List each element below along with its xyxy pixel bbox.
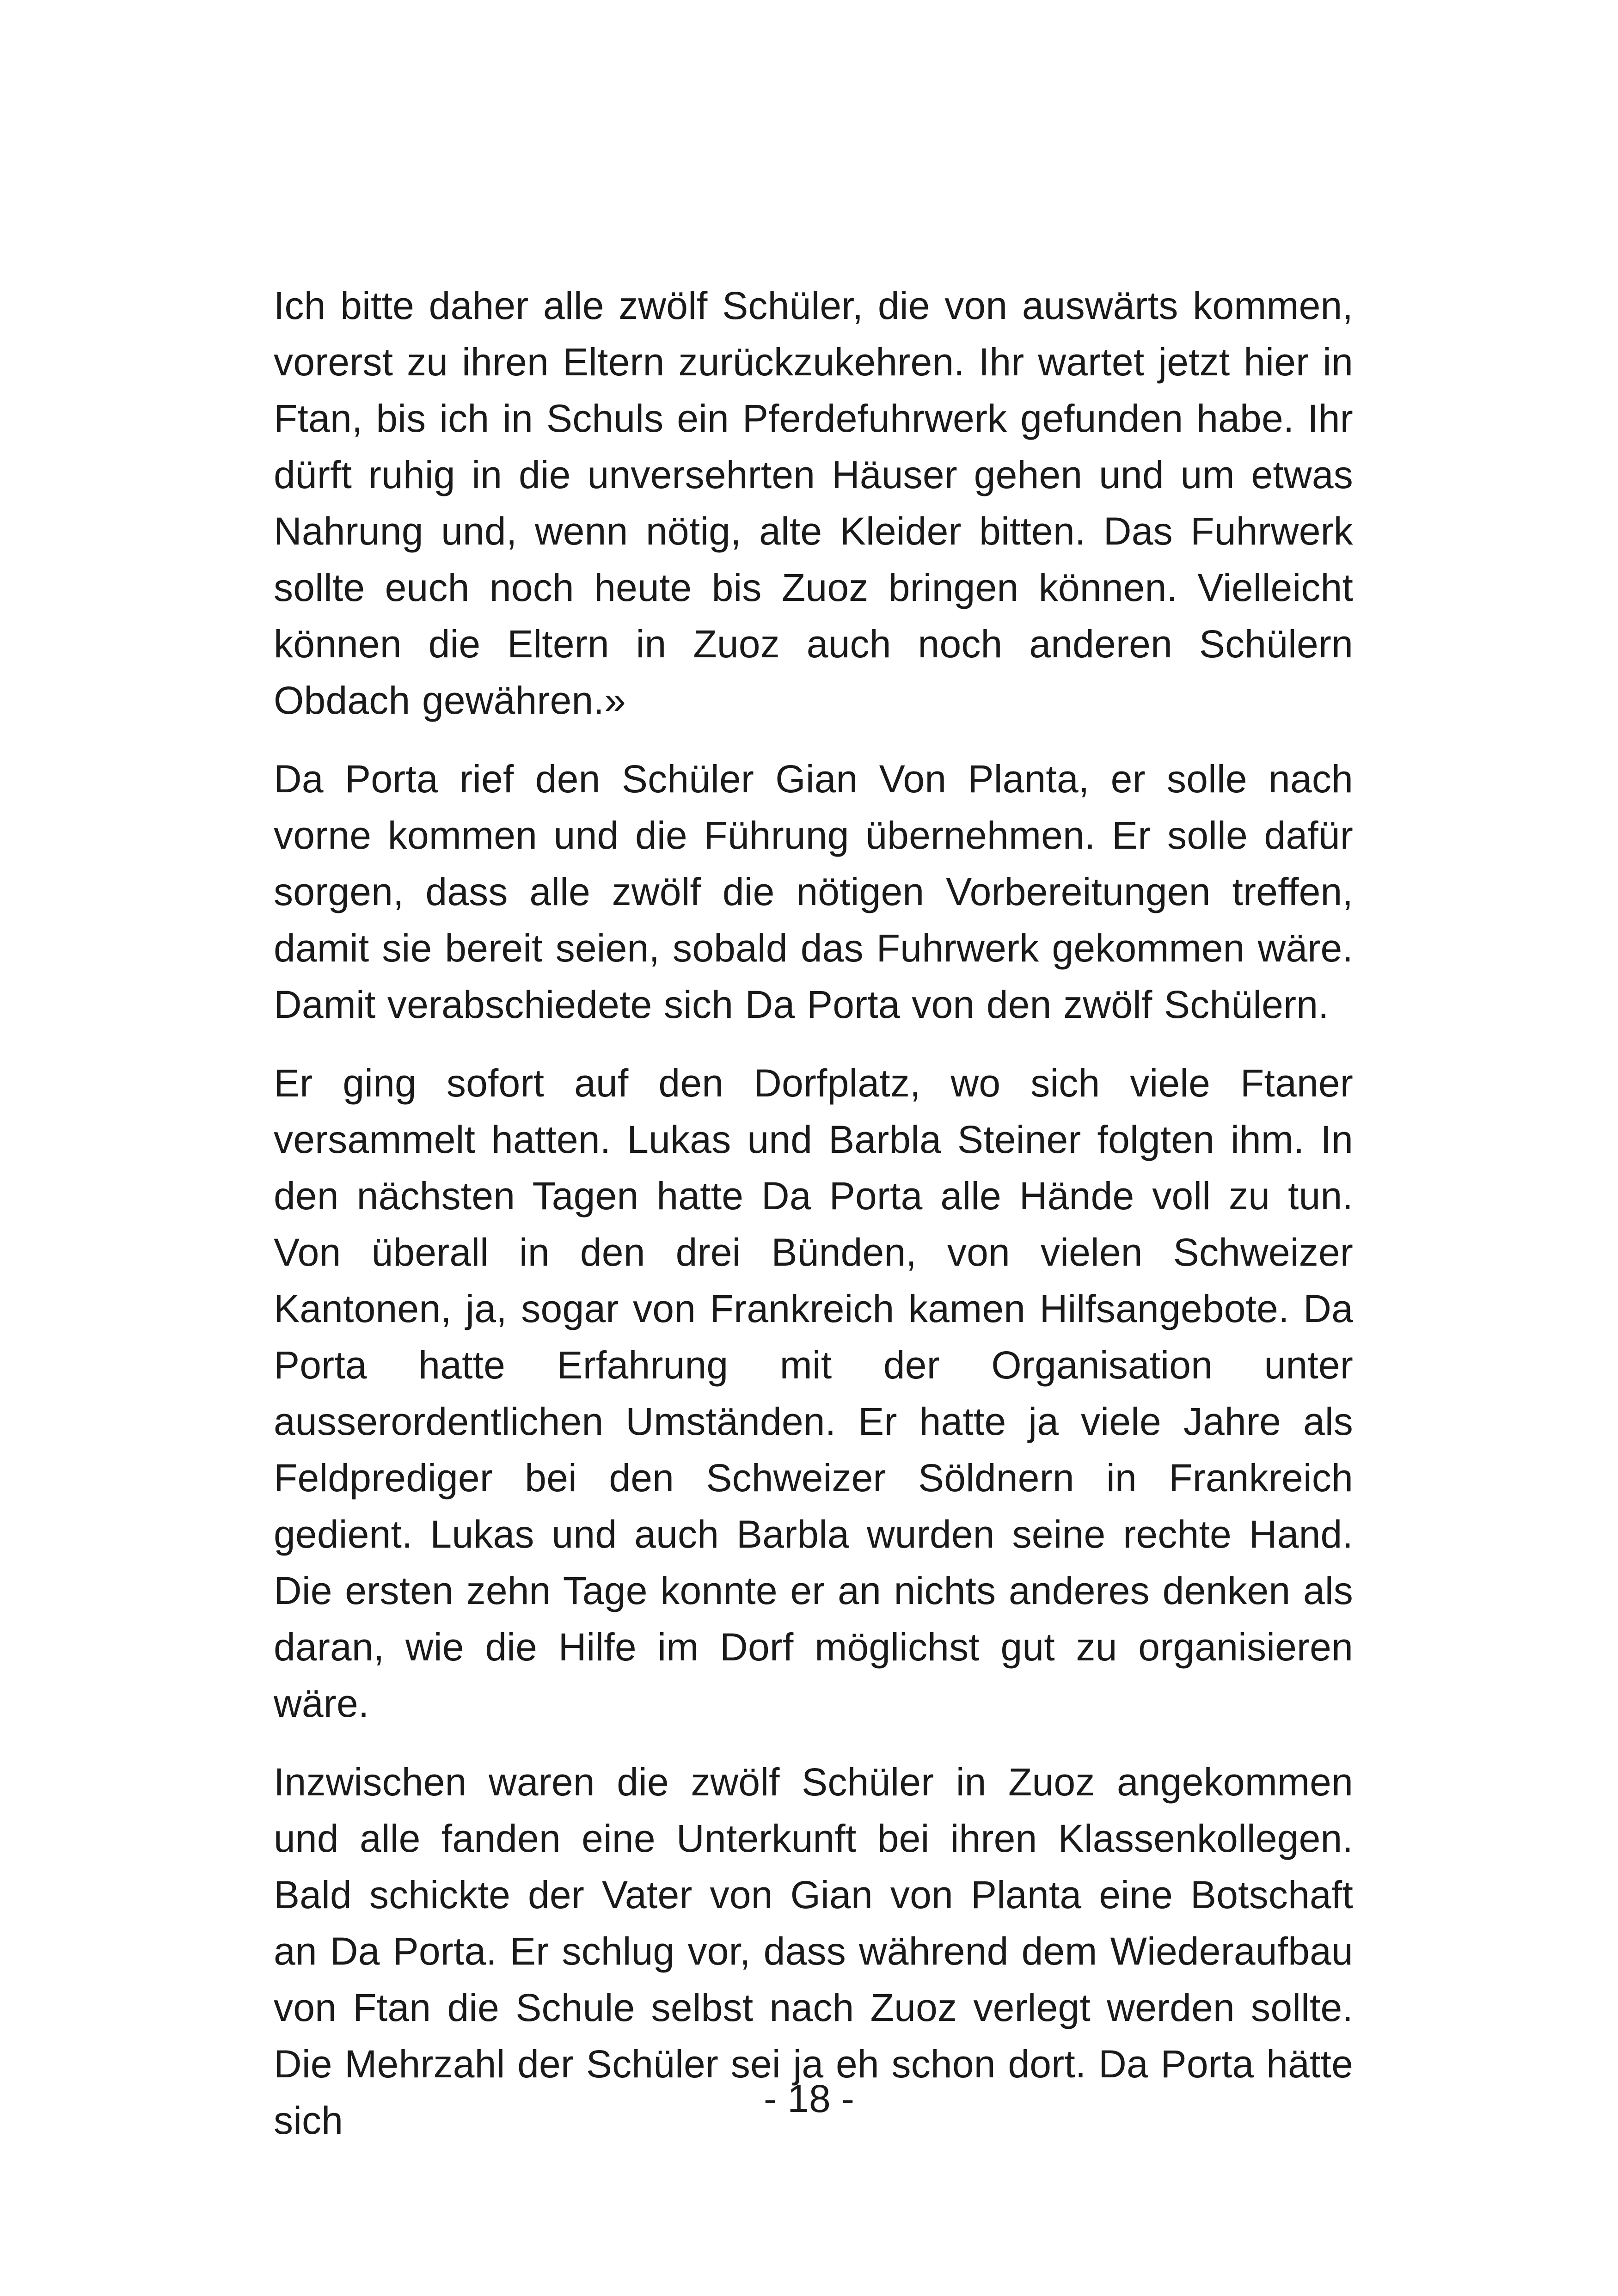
paragraph-4: Inzwischen waren die zwölf Schüler in Zuoz angekommen und alle fanden eine Unterkunft bei ihren Klassenkollegen. Bald schickte der Vater von Gian von Planta eine Botschaft an Da Porta. Er schlug vor, dass während dem Wiederaufbau von Ftan die Schule selbst nach Zuoz verlegt werden sollte. Die Mehrzahl der Schüler sei ja eh schon dort. Da Porta hätte sich [274, 1760, 1353, 2142]
paragraph-1: Ich bitte daher alle zwölf Schüler, die von auswärts kommen, vorerst zu ihren Eltern zurückzukehren. Ihr wartet jetzt hier in Ftan, bis ich in Schuls ein Pferdefuhrwerk gefunden habe. Ihr dürft ruhig in die unversehrten Häuser gehen und um etwas Nahrung und, wenn nötig, alte Kleider bitten. Das Fuhrwerk sollte euch noch heute bis Zuoz bringen können. Vielleicht können die Eltern in Zuoz auch noch anderen Schülern Obdach gewähren.» [274, 284, 1353, 722]
body-text [274, 277, 1353, 2149]
paragraph-2: Da Porta rief den Schüler Gian Von Planta, er solle nach vorne kommen und die Führung übernehmen. Er solle dafür sorgen, dass alle zwölf die nötigen Vorbereitungen treffen, damit sie bereit seien, sobald das Fuhrwerk gekommen wäre. Damit verabschiedete sich Da Porta von den zwölf Schülern. [274, 757, 1353, 1026]
paragraph-3: Er ging sofort auf den Dorfplatz, wo sich viele Ftaner versammelt hatten. Lukas und Barbla Steiner folgten ihm. In den nächsten Tagen hatte Da Porta alle Hände voll zu tun. Von überall in den drei Bünden, von vielen Schweizer Kantonen, ja, sogar von Frankreich kamen Hilfsangebote. Da Porta hatte Erfahrung mit der Organisation unter ausserordentlichen Umständen. Er hatte ja viele Jahre als Feldprediger bei den Schweizer Söldnern in Frankreich gedient. Lukas und auch Barbla wurden seine rechte Hand. Die ersten zehn Tage konnte er an nichts anderes denken als daran, wie die Hilfe im Dorf möglichst gut zu organisieren wäre. [274, 1061, 1353, 1725]
page-number: - 18 - [763, 2077, 855, 2120]
